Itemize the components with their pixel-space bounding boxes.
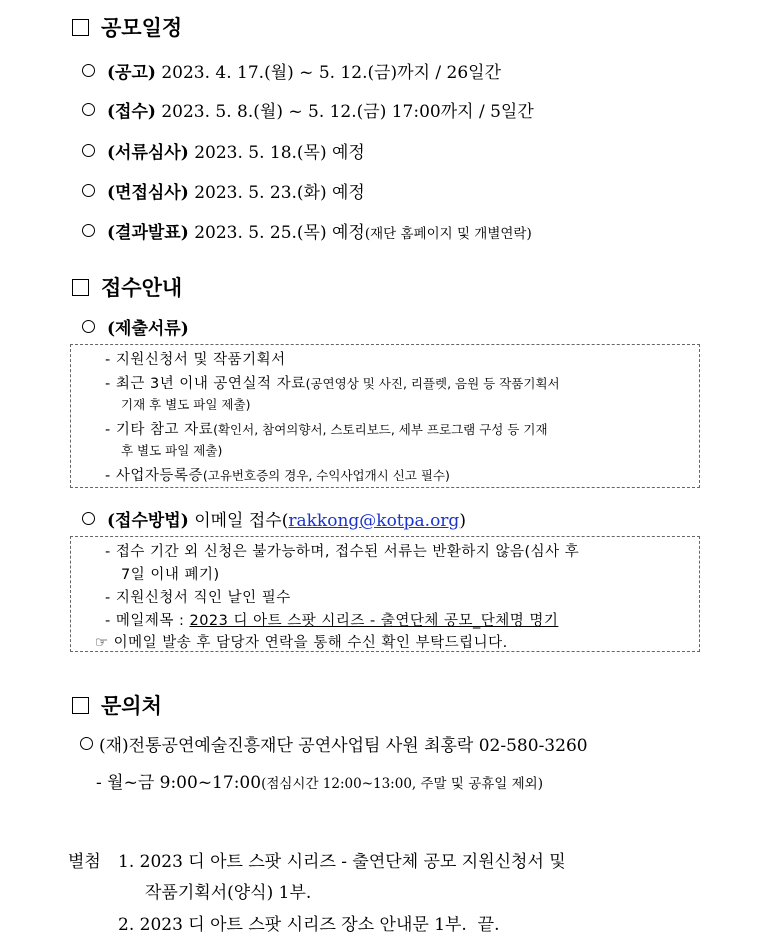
attachment-item-2: 2. 2023 디 아트 스팟 시리즈 장소 안내문 1부. 끝. bbox=[118, 915, 500, 935]
attachment-item-1-cont: 작품기획서(양식) 1부. bbox=[145, 883, 312, 903]
method-line: - 지원신청서 직인 날인 필수 bbox=[105, 590, 291, 606]
method-heading: (접수방법) 이메일 접수(rakkong@kotpa.org) bbox=[82, 506, 466, 531]
section-title-contact: 문의처 bbox=[72, 690, 162, 720]
circle-bullet-icon bbox=[82, 320, 95, 333]
circle-bullet-icon bbox=[82, 144, 95, 157]
docs-line: - 최근 3년 이내 공연실적 자료(공연영상 및 사진, 리플렛, 음원 등 작품기획서 bbox=[105, 376, 560, 392]
circle-bullet-icon bbox=[82, 224, 95, 237]
docs-heading: (제출서류) bbox=[82, 314, 189, 339]
circle-bullet-icon bbox=[82, 64, 95, 77]
docs-box bbox=[70, 344, 700, 488]
docs-line: 기재 후 별도 파일 제출) bbox=[121, 397, 251, 412]
square-bullet-icon bbox=[72, 697, 89, 714]
circle-bullet-icon bbox=[82, 103, 95, 116]
schedule-item-receipt: (접수) 2023. 5. 8.(월) ~ 5. 12.(금) 17:00까지 / 5일간 bbox=[82, 97, 534, 122]
mail-subject-line: - 메일제목 : 2023 디 아트 스팟 시리즈 - 출연단체 공모_단체명 명기 bbox=[105, 613, 559, 629]
docs-line: - 지원신청서 및 작품기획서 bbox=[105, 352, 286, 368]
section-title-schedule: 공모일정 bbox=[72, 12, 182, 42]
method-box bbox=[70, 536, 700, 652]
circle-bullet-icon bbox=[82, 512, 95, 525]
email-link[interactable]: rakkong@kotpa.org bbox=[288, 511, 460, 531]
circle-bullet-icon bbox=[82, 184, 95, 197]
schedule-item-result: (결과발표) 2023. 5. 25.(목) 예정(재단 홈페이지 및 개별연락) bbox=[82, 218, 532, 243]
schedule-item-interview: (면접심사) 2023. 5. 23.(화) 예정 bbox=[82, 178, 365, 203]
method-line: 7일 이내 폐기) bbox=[121, 567, 220, 583]
attachment-item-1: 1. 2023 디 아트 스팟 시리즈 - 출연단체 공모 지원신청서 및 bbox=[118, 852, 566, 872]
notice-line: ☞ 이메일 발송 후 담당자 연락을 통해 수신 확인 부탁드립니다. bbox=[95, 635, 508, 651]
end-mark: 끝. bbox=[477, 915, 500, 935]
docs-line: - 사업자등록증(고유번호증의 경우, 수익사업개시 신고 필수) bbox=[105, 468, 450, 484]
square-bullet-icon bbox=[72, 279, 89, 296]
contact-line: (재)전통공연예술진흥재단 공연사업팀 사원 최홍락 02-580-3260 bbox=[80, 731, 588, 756]
circle-bullet-icon bbox=[80, 737, 93, 750]
method-line: - 접수 기간 외 신청은 불가능하며, 접수된 서류는 반환하지 않음(심사 후 bbox=[105, 544, 580, 560]
schedule-item-document-review: (서류심사) 2023. 5. 18.(목) 예정 bbox=[82, 138, 365, 163]
schedule-item-notice: (공고) 2023. 4. 17.(월) ~ 5. 12.(금)까지 / 26일간 bbox=[82, 58, 501, 83]
section-title-application: 접수안내 bbox=[72, 272, 182, 302]
attachment-label: 별첨 bbox=[68, 852, 101, 872]
docs-line: 후 별도 파일 제출) bbox=[121, 443, 223, 458]
square-bullet-icon bbox=[72, 19, 89, 36]
hours-line: - 월~금 9:00~17:00(점심시간 12:00~13:00, 주말 및 공휴일 제외) bbox=[96, 773, 543, 793]
docs-line: - 기타 참고 자료(확인서, 참여의향서, 스토리보드, 세부 프로그램 구성 등 기재 bbox=[105, 422, 548, 438]
